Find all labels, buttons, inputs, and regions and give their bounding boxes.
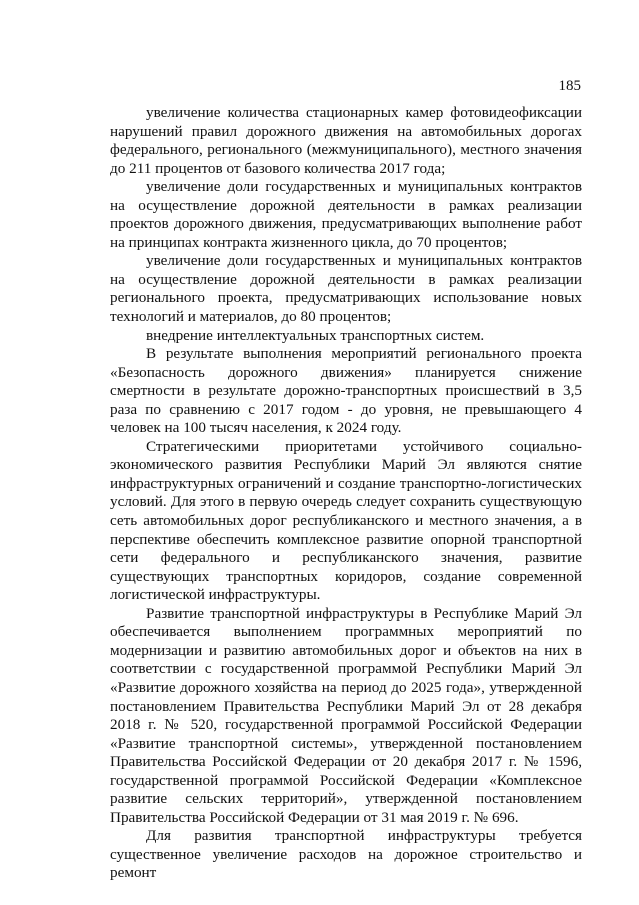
paragraph-its: внедрение интеллектуальных транспортных систем. — [146, 326, 485, 344]
paragraph-infrastructure-programs: Развитие транспортной инфраструктуры в Республике Марий Эл обеспечивается выполнением программных мероприятий по модернизации и развитию автомобильных дорог и объектов на них в соответствии с государственной программой Республики Марий Эл «Развитие дорожного хозяйства на период до 2025 года», утвержденной постановлением Правительства Республики Марий Эл от 28 декабря 2018 г. № 520, государственной программой Российской Федерации «Развитие транспортной системы», утвержденной постановлением Правительства Российской Федерации от 20 декабря 2017 г. № 1596, государственной программой Российской Федерации «Комплексное развитие сельских территорий», утвержденной постановлением Правительства Российской Федерации от 31 мая 2019 г. № 696. — [110, 604, 582, 826]
paragraph-expenditure: Для развития транспортной инфраструктуры требуется существенное увеличение расходов на дорожное строительство и ремонт — [110, 827, 582, 882]
paragraph-road-safety-result: В результате выполнения мероприятий регионального проекта «Безопасность дорожного движения» планируется снижение смертности в результате дорожно-транспортных происшествий в 3,5 раза по сравнению с 2017 годом - до уровня, не превышающего 4 человек на 100 тысяч населения, к 2024 году. — [110, 345, 582, 437]
paragraph-strategic-priorities: Стратегическими приоритетами устойчивого социально-экономического развития Республики Марий Эл являются снятие инфраструктурных ограничений и создание транспортно-логистических условий. Для этого в первую очередь следует сохранить существующую сеть автомобильных дорог республиканского и местного значения, а в перспективе обеспечить комплексное развитие опорной транспортной сети федерального и республиканского значения, развитие существующих транспортных коридоров, создание современной логистической инфраструктуры. — [110, 437, 582, 604]
paragraph-new-technologies: увеличение доли государственных и муниципальных контрактов на осуществление дорожной деятельности в рамках реализации регионального проекта, предусматривающих использование новых технологий и материалов, до 80 процентов; — [110, 252, 582, 326]
page-number: 185 — [558, 78, 581, 94]
document-body — [110, 104, 582, 883]
paragraph-lifecycle-contracts: увеличение доли государственных и муниципальных контрактов на осуществление дорожной деятельности в рамках реализации проектов дорожного движения, предусматривающих выполнение работ на принципах контракта жизненного цикла, до 70 процентов; — [110, 178, 582, 251]
paragraph-cameras: увеличение количества стационарных камер фотовидеофиксации нарушений правил дорожного движения на автомобильных дорогах федерального, регионального (межмуниципального), местного значения до 211 процентов от базового количества 2017 года; — [110, 104, 582, 177]
